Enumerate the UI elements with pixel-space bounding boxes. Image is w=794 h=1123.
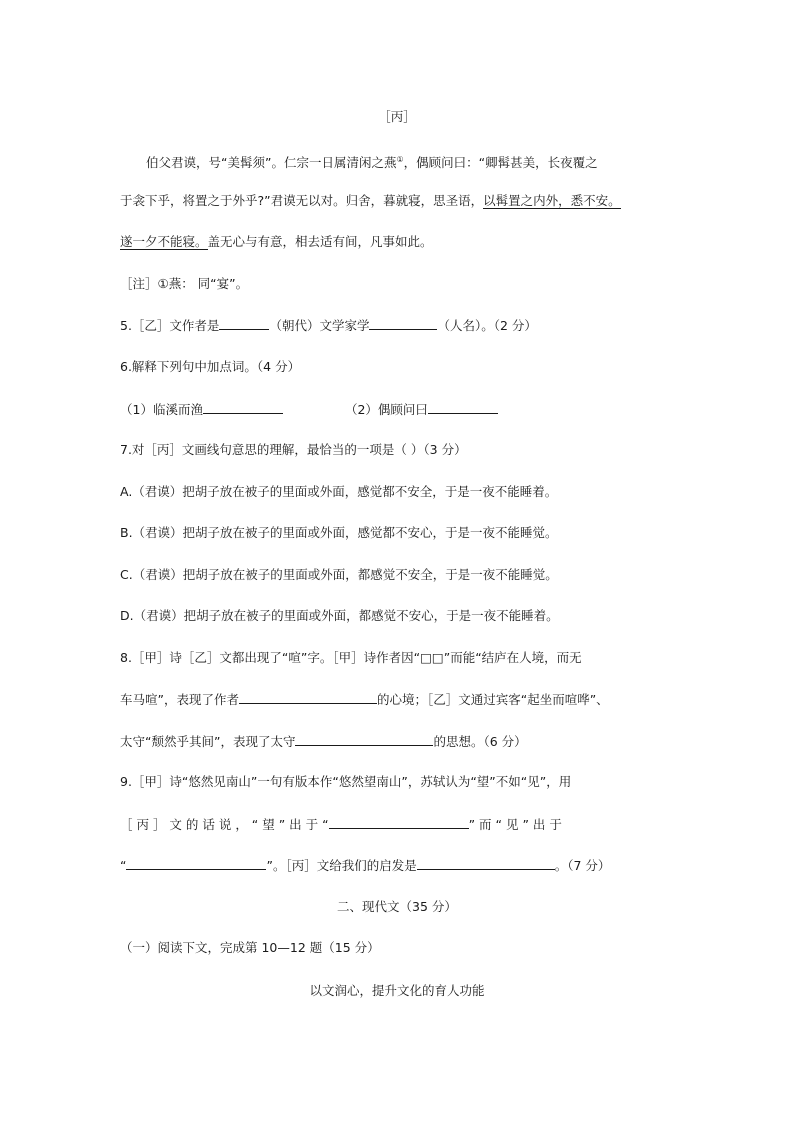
answer-blank-dynasty[interactable] [219,316,269,330]
annotation-note: ［注］①燕： 同“宴”。 [120,276,249,291]
question-8-line-2: 车马喧”，表现了作者 的心境；［乙］文通过宾客“起坐而喧哗”、 [120,692,609,707]
answer-blank-6-1[interactable] [203,400,283,414]
answer-blank-9-3[interactable] [417,856,555,870]
answer-blank-6-2[interactable] [428,400,498,414]
option-c[interactable]: C.（君谟）把胡子放在被子的里面或外面，都感觉不安全，于是一夜不能睡觉。 [120,567,558,582]
passage-line-2: 于衾下乎，将置之于外乎?”君谟无以对。归舍，暮就寝，思圣语，以髯置之内外，悉不安。 [120,193,621,208]
option-a[interactable]: A.（君谟）把胡子放在被子的里面或外面，感觉都不安全，于是一夜不能睡着。 [120,484,558,499]
question-8-line-1: 8.［甲］诗［乙］文都出现了“喧”字。［甲］诗作者因“□□”而能“结庐在人境，而无 [120,650,582,665]
underlined-sentence-part1: 以髯置之内外，悉不安。 [483,193,621,208]
article-title: 以文润心，提升文化的育人功能 [309,983,485,998]
answer-blank-9-1[interactable] [329,815,469,829]
option-d[interactable]: D.（君谟）把胡子放在被子的里面或外面，都感觉不安心，于是一夜不能睡着。 [120,608,559,623]
question-6-items: （1）临溪而渔 （2）偶顾问曰 [120,400,676,419]
part-two-heading: 二、现代文（35 分） [337,899,457,914]
question-9-line-2: ［ 丙 ］ 文 的 话 说 ， “ 望 ” 出 于 “ ” 而 “ 见 ” 出 于 [120,817,562,832]
answer-blank-author[interactable] [369,316,437,330]
answer-blank-8-2[interactable] [295,732,433,746]
reading-instruction: （一）阅读下文，完成第 10—12 题（15 分） [120,940,380,955]
question-5: 5.［乙］文作者是 （朝代）文学家学 （人名）。（2 分） [120,318,537,333]
section-heading-bing: ［丙］ [378,109,416,124]
passage-line-1: 伯父君谟，号“美髯须”。仁宗一日属清闲之燕①，偶顾问曰：“卿髯甚美，长夜覆之 [146,155,598,171]
question-9-line-3: “ ”。［丙］文给我们的启发是 。（7 分） [120,858,611,873]
option-b[interactable]: B.（君谟）把胡子放在被子的里面或外面，感觉都不安心，于是一夜不能睡觉。 [120,525,558,540]
underlined-sentence-part2: 遂一夕不能寝。 [120,234,208,249]
question-8-line-3: 太守“颓然乎其间”，表现了太守 的思想。（6 分） [120,734,527,749]
passage-line-3: 遂一夕不能寝。盖无心与有意，相去适有间，凡事如此。 [120,234,433,249]
question-9-line-1: 9.［甲］诗“悠然见南山”一句有版本作“悠然望南山”，苏轼认为“望”不如“见”，用 [120,774,572,789]
question-6-title: 6.解释下列句中加点词。（4 分） [120,359,301,374]
answer-blank-8-1[interactable] [239,690,377,704]
answer-blank-9-2[interactable] [126,856,266,870]
question-7-title: 7.对［丙］文画线句意思的理解，最恰当的一项是（ ）（3 分） [120,442,467,457]
